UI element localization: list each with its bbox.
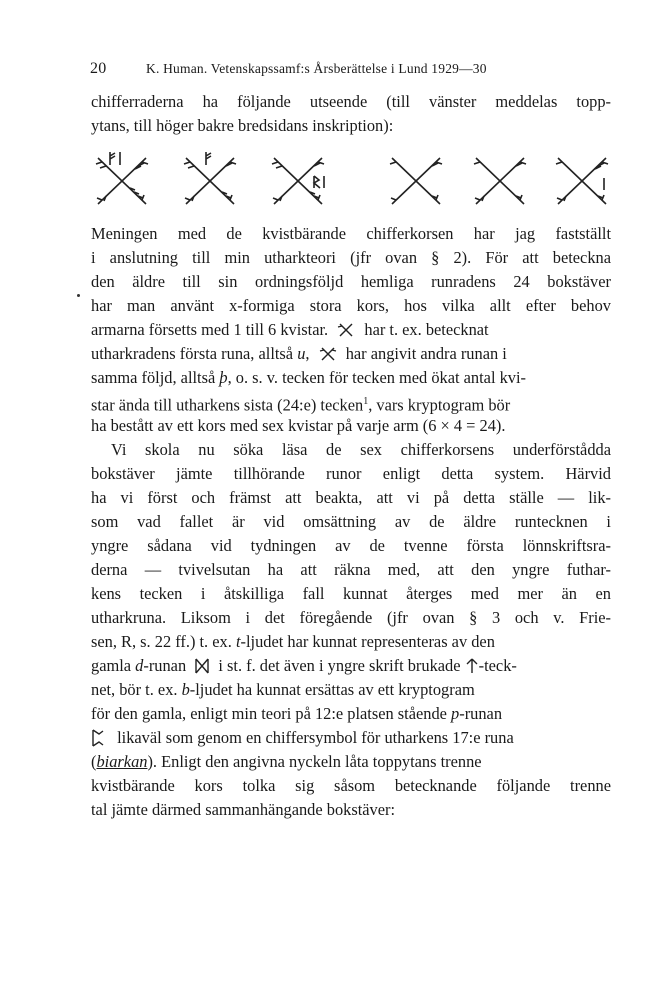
text-span: för den gamla, enligt min teori på 12:e platsen stående xyxy=(91,704,447,723)
body-line xyxy=(91,366,611,390)
running-header xyxy=(90,60,610,80)
perth-rune-icon xyxy=(91,729,105,747)
text-span: armarna försetts med 1 till 6 kvistar. xyxy=(91,320,329,339)
body-line: chifferraderna ha följande utseende (till vänster meddelas topp- xyxy=(91,92,611,111)
italic-word: biarkan xyxy=(96,752,148,771)
body-line: yngre sådana vid tydningen av de tvenne första lönnskriftsra- xyxy=(91,536,611,555)
text-span: -ljudet har kunnat representeras av den xyxy=(240,632,495,651)
text-span: -ljudet ha kunnat ersättas av ett kryptogram xyxy=(189,680,475,699)
text-span: samma följd, alltså xyxy=(91,368,216,387)
body-line xyxy=(91,318,611,342)
text-span: net, bör t. ex. xyxy=(91,680,178,699)
margin-dot xyxy=(77,294,80,297)
text-span: sen, R, s. 22 ff.) t. ex. xyxy=(91,632,232,651)
body-line: utharkradens första runa, alltså u, har angivit andra runan i xyxy=(91,344,507,363)
body-line: derna — tvivelsutan ha att räkna med, att den yngre futhar- xyxy=(91,560,611,579)
body-line: utharkruna. Liksom i det föregående (jfr ovan § 3 och v. Frie- xyxy=(91,608,611,627)
italic-letter: p xyxy=(451,704,460,723)
body-line: ytans, till höger bakre bredsidans inskription): xyxy=(91,116,394,135)
cipher-cross-4-icon xyxy=(380,148,450,210)
body-line xyxy=(91,654,611,678)
cipher-crosses-figure xyxy=(86,148,626,210)
text-span: har t. ex. betecknat xyxy=(364,320,489,339)
body-line: kens tecken i åtskilliga fall kunnat återges med mer än en xyxy=(91,584,611,603)
body-line xyxy=(91,390,611,414)
text-span: -teck- xyxy=(478,656,517,675)
body-line: ha bestått av ett kors med sex kvistar på varje arm (6 × 4 = 24). xyxy=(91,416,506,435)
body-line: kvistbärande kors tolka sig såsom betecknande följande trenne xyxy=(91,776,611,795)
double-twig-cross-icon xyxy=(316,345,340,361)
cipher-cross-1-icon xyxy=(86,148,156,210)
body-line: i anslutning till min utharkteori (jfr ovan § 2). För att beteckna xyxy=(91,248,611,267)
body-line: har man använt x-formiga stora kors, hos vilka allt efter behov xyxy=(91,296,611,315)
running-title: K. Human. Vetenskapssamf:s Årsberättelse i Lund 1929—30 xyxy=(146,61,487,76)
body-line: Vi skola nu söka läsa de sex chifferkorsens underförstådda xyxy=(111,440,611,459)
text-span: utharkradens första runa, alltså xyxy=(91,344,294,363)
text-span: ( xyxy=(91,752,97,771)
body-line: som vad fallet är vid omsättning av de äldre runtecknen i xyxy=(91,512,611,531)
text-span: , vars kryptogram bör xyxy=(368,395,511,415)
body-line: den äldre till sin ordningsföljd hemliga runradens 24 bokstäver xyxy=(91,272,611,291)
text-span: likaväl som genom en chiffersymbol för utharkens 17:e runa xyxy=(117,728,514,747)
footnote-ref: 1 xyxy=(363,396,369,407)
body-line xyxy=(91,726,611,750)
italic-letter: þ xyxy=(219,368,228,387)
text-span: star ända till utharkens sista (24:e) tecken xyxy=(91,395,364,415)
cipher-cross-6-icon xyxy=(546,148,616,210)
cipher-cross-2-icon xyxy=(174,148,244,210)
body-line: bokstäver jämte tillhörande runor enligt detta system. Härvid xyxy=(91,464,611,483)
italic-letter: t xyxy=(235,632,241,651)
dagaz-rune-icon xyxy=(194,658,210,674)
text-span: -runan xyxy=(459,704,503,723)
header-page-number: 20 xyxy=(90,60,107,77)
italic-letter: u xyxy=(297,344,306,363)
text-span: -runan xyxy=(143,656,187,675)
body-line xyxy=(91,630,611,654)
text-span: , o. s. v. tecken för tecken med ökat antal kvi- xyxy=(227,368,527,387)
italic-letter: d xyxy=(135,656,144,675)
text-span: har angivit andra runan i xyxy=(345,344,507,363)
body-line: tal jämte därmed sammanhängande bokstäver: xyxy=(91,800,396,819)
cipher-cross-3-icon xyxy=(262,148,332,210)
body-line xyxy=(91,750,611,774)
tyr-rune-icon xyxy=(466,658,478,674)
cipher-cross-5-icon xyxy=(464,148,534,210)
body-line: Meningen med de kvistbärande chifferkorsen har jag fastställt xyxy=(91,224,611,243)
single-twig-cross-icon xyxy=(336,321,356,337)
text-span: i st. f. det även i yngre skrift brukade xyxy=(218,656,461,675)
body-line xyxy=(91,678,611,702)
italic-letter: b xyxy=(181,680,190,699)
text-span: ). Enligt den angivna nyckeln låta toppytans trenne xyxy=(147,752,482,771)
body-line xyxy=(91,702,611,726)
text-span: gamla xyxy=(91,656,132,675)
body-line: ha vi först och främst att beakta, att vi på detta ställe — lik- xyxy=(91,488,611,507)
